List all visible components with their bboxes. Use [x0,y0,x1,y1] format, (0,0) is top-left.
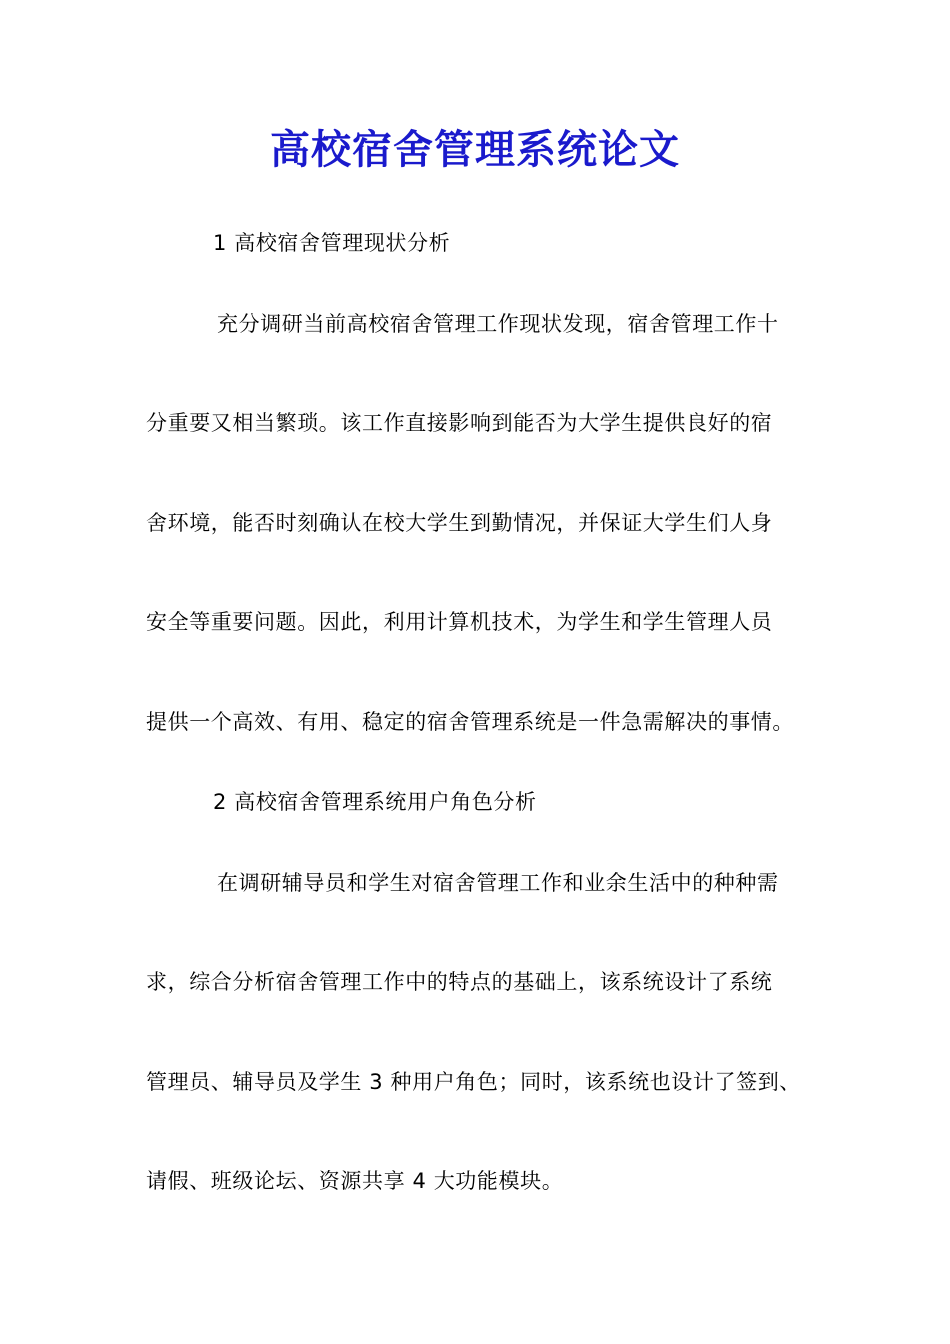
paragraph-line: 请假、班级论坛、资源共享 4 大功能模块。 [146,1169,564,1193]
paragraph-line: 舍环境，能否时刻确认在校大学生到勤情况，并保证大学生们人身 [146,511,773,535]
paragraph-line: 在调研辅导员和学生对宿舍管理工作和业余生活中的种种需 [217,871,779,895]
paragraph-line: 管理员、辅导员及学生 3 种用户角色；同时，该系统也设计了签到、 [146,1070,801,1094]
paragraph-line: 安全等重要问题。因此，利用计算机技术，为学生和学生管理人员 [146,610,773,634]
section-heading-2: 2 高校宿舍管理系统用户角色分析 [213,790,537,814]
paragraph-line: 充分调研当前高校宿舍管理工作现状发现，宿舍管理工作十 [217,312,779,336]
paragraph-line: 求，综合分析宿舍管理工作中的特点的基础上，该系统设计了系统 [146,970,773,994]
paragraph-line: 分重要又相当繁琐。该工作直接影响到能否为大学生提供良好的宿 [146,411,773,435]
section-heading-1: 1 高校宿舍管理现状分析 [213,231,451,255]
document-title: 高校宿舍管理系统论文 [270,126,680,173]
paragraph-line: 提供一个高效、有用、稳定的宿舍管理系统是一件急需解决的事情。 [146,710,794,734]
